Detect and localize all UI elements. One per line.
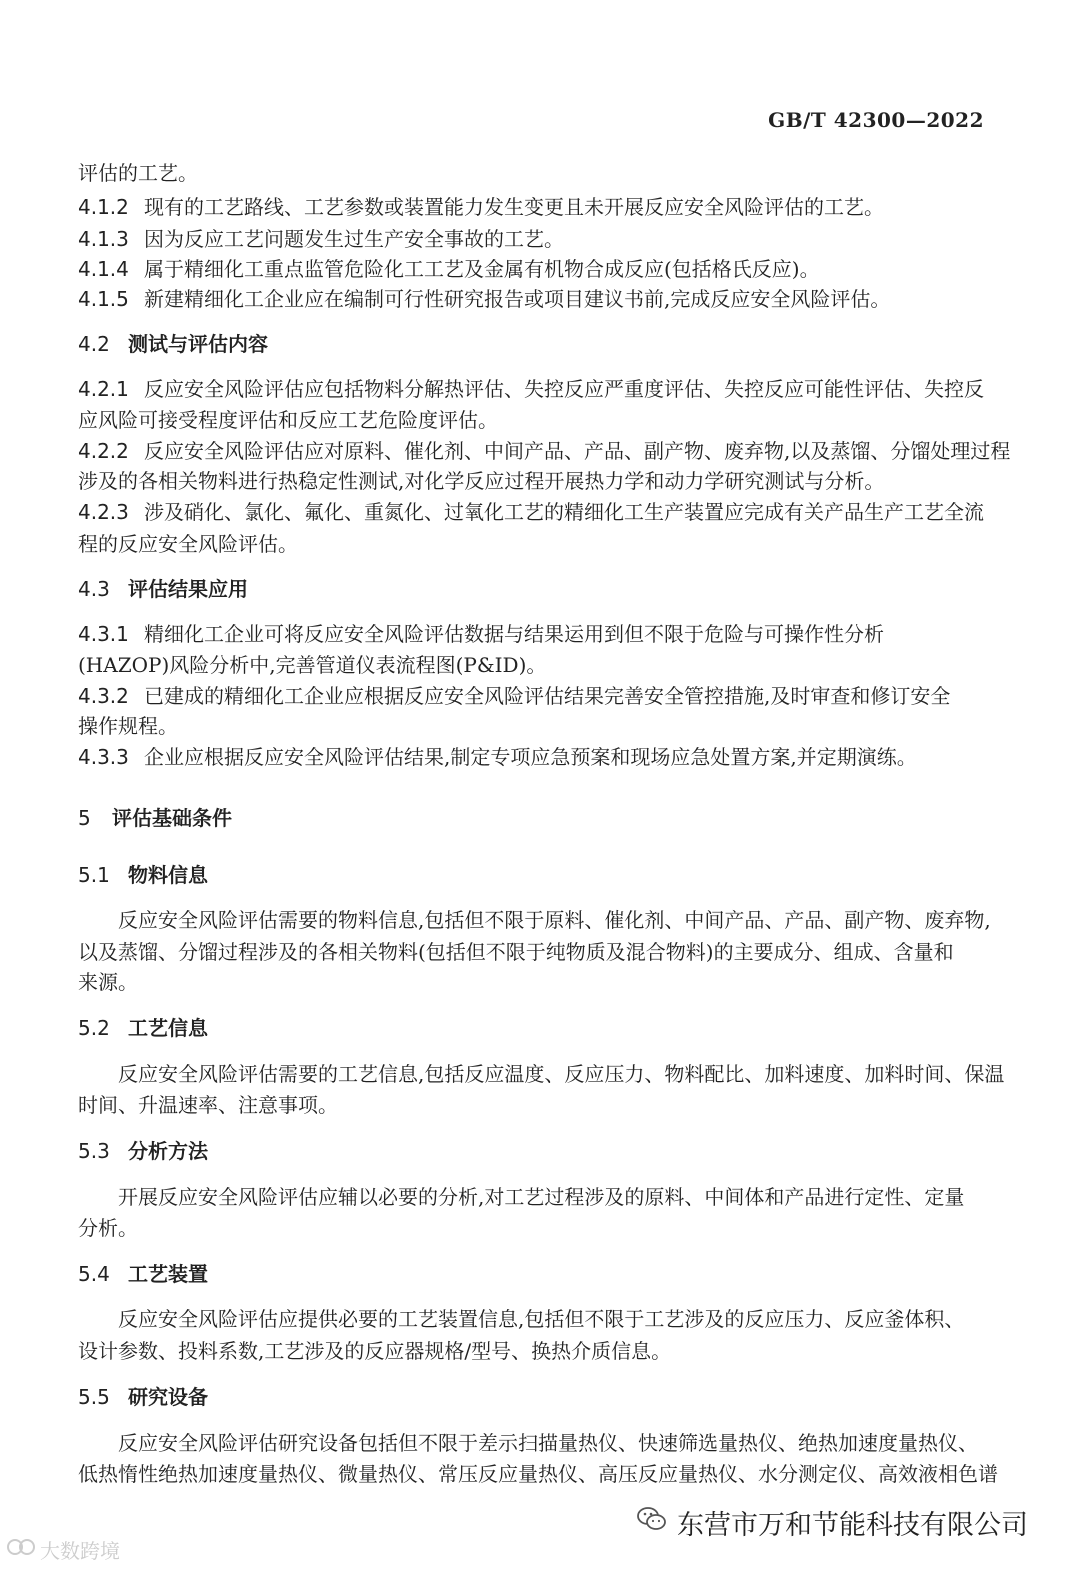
text-line: 评估的工艺。 [78, 161, 198, 185]
text-line: 操作规程。 [78, 714, 178, 738]
clause-4-2-3: 4.2.3 涉及硝化、氯化、氟化、重氮化、过氧化工艺的精细化工生产装置应完成有关产品生产工艺全流 [78, 500, 984, 524]
clause-4-2-2: 4.2.2 反应安全风险评估应对原料、催化剂、中间产品、产品、副产物、废弃物,以及蒸馏、分馏处理过程 [78, 439, 1011, 463]
section-heading-4-3: 4.3 评估结果应用 [78, 577, 248, 601]
section-heading-5-5: 5.5 研究设备 [78, 1385, 208, 1409]
section-heading-5-1: 5.1 物料信息 [78, 863, 208, 887]
clause-4-1-3: 4.1.3 因为反应工艺问题发生过生产安全事故的工艺。 [78, 227, 564, 251]
paragraph-line: 反应安全风险评估需要的物料信息,包括但不限于原料、催化剂、中间产品、产品、副产物、废弃物, [118, 908, 991, 932]
paragraph-line: 反应安全风险评估需要的工艺信息,包括反应温度、反应压力、物料配比、加料速度、加料时间、保温 [118, 1062, 1005, 1086]
paragraph-line: 反应安全风险评估应提供必要的工艺装置信息,包括但不限于工艺涉及的反应压力、反应釜体积、 [118, 1307, 965, 1331]
paragraph-line: 反应安全风险评估研究设备包括但不限于差示扫描量热仪、快速筛选量热仪、绝热加速度量热仪、 [118, 1431, 978, 1455]
section-heading-5-2: 5.2 工艺信息 [78, 1016, 208, 1040]
clause-4-2-1: 4.2.1 反应安全风险评估应包括物料分解热评估、失控反应严重度评估、失控反应可能性评估、失控反 [78, 377, 984, 401]
wechat-icon [637, 1506, 677, 1539]
brand-watermark [6, 1535, 120, 1564]
clause-4-3-1: 4.3.1 精细化工企业可将反应安全风险评估数据与结果运用到但不限于危险与可操作性分析 [78, 622, 884, 646]
paragraph-line: 开展反应安全风险评估应辅以必要的分析,对工艺过程涉及的原料、中间体和产品进行定性、定量 [118, 1185, 965, 1209]
wechat-watermark [637, 1503, 1028, 1542]
clause-4-1-4: 4.1.4 属于精细化工重点监管危险化工工艺及金属有机物合成反应(包括格氏反应)。 [78, 257, 820, 281]
clause-4-1-5: 4.1.5 新建精细化工企业应在编制可行性研究报告或项目建议书前,完成反应安全风险评估。 [78, 287, 891, 311]
standard-number: GB/T 42300—2022 [768, 108, 984, 132]
section-heading-5-4: 5.4 工艺装置 [78, 1262, 208, 1286]
company-name: 东营市万和节能科技有限公司 [677, 1510, 1028, 1541]
text-line: 程的反应安全风险评估。 [78, 532, 298, 556]
clause-4-3-2: 4.3.2 已建成的精细化工企业应根据反应安全风险评估结果完善安全管控措施,及时审查和修订安全 [78, 684, 951, 708]
paragraph-line: 设计参数、投料系数,工艺涉及的反应器规格/型号、换热介质信息。 [78, 1339, 672, 1363]
text-line: 应风险可接受程度评估和反应工艺危险度评估。 [78, 408, 498, 432]
paragraph-line: 时间、升温速率、注意事项。 [78, 1093, 338, 1117]
section-heading-4-2: 4.2 测试与评估内容 [78, 332, 268, 356]
clause-4-1-2: 4.1.2 现有的工艺路线、工艺参数或装置能力发生变更且未开展反应安全风险评估的工艺。 [78, 195, 884, 219]
paragraph-line: 以及蒸馏、分馏过程涉及的各相关物料(包括但不限于纯物质及混合物料)的主要成分、组成、含量和 [78, 940, 954, 964]
paragraph-line: 低热惰性绝热加速度量热仪、微量热仪、常压反应量热仪、高压反应量热仪、水分测定仪、高效液相色谱 [78, 1462, 998, 1486]
text-line: (HAZOP)风险分析中,完善管道仪表流程图(P&ID)。 [78, 653, 547, 677]
paragraph-line: 分析。 [78, 1216, 138, 1240]
chapter-heading-5: 5 评估基础条件 [78, 806, 232, 830]
text-line: 涉及的各相关物料进行热稳定性测试,对化学反应过程开展热力学和动力学研究测试与分析。 [78, 469, 885, 493]
brand-name: 大数跨境 [40, 1539, 120, 1563]
section-heading-5-3: 5.3 分析方法 [78, 1139, 208, 1163]
paragraph-line: 来源。 [78, 970, 138, 994]
brand-logo-icon [6, 1536, 40, 1563]
clause-4-3-3: 4.3.3 企业应根据反应安全风险评估结果,制定专项应急预案和现场应急处置方案,并定期演练。 [78, 745, 917, 769]
